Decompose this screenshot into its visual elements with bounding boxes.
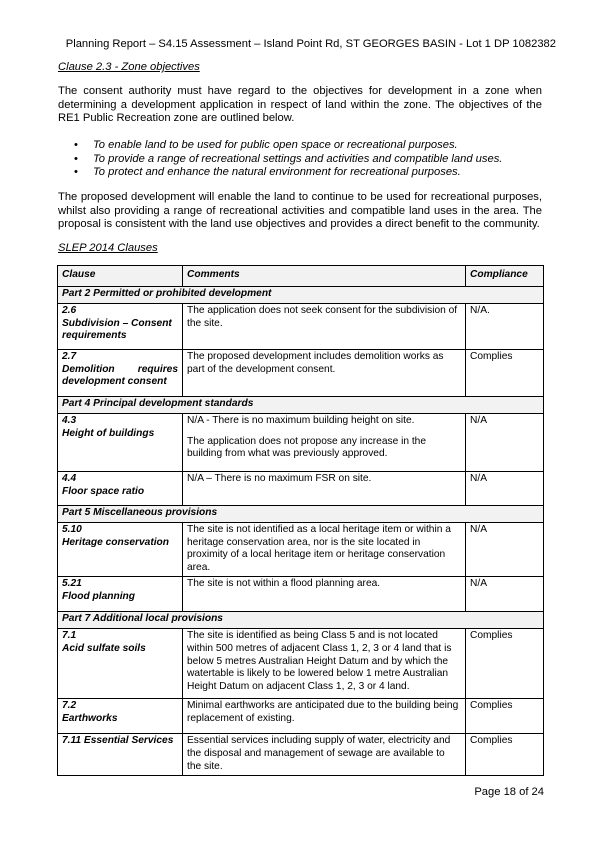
page-header: Planning Report – S4.15 Assessment – Island Point Rd, ST GEORGES BASIN - Lot 1 DP 1082382: [65, 38, 556, 50]
objectives-list: [58, 139, 542, 180]
list-item: [58, 153, 542, 167]
column-header-clause: Clause: [58, 266, 183, 287]
clause-cell: [58, 699, 183, 734]
comment-text: N/A - There is no maximum building height on site.: [187, 415, 415, 426]
intro-paragraph: The consent authority must have regard to the objectives for development in a zone when determining a development application in respect of land within the zone. The objectives of the RE1 Public Recreation zone are outlined below.: [58, 85, 542, 125]
comment-cell: Essential services including supply of water, electricity and the disposal and management of sewage are available to the site.: [183, 734, 466, 776]
column-header-comments: Comments: [183, 266, 466, 287]
compliance-cell: N/A.: [466, 304, 544, 350]
table-row: [58, 523, 544, 577]
comment-cell: The proposed development includes demolition works as part of the development consent.: [183, 350, 466, 397]
section-heading: Part 2 Permitted or prohibited development: [58, 287, 544, 304]
compliance-cell: Complies: [466, 734, 544, 776]
comment-cell: The site is identified as being Class 5 and is not located within 500 metres of adjacent Class 1, 2, 3 or 4 land that is below 5 metres Australian Height Datum and by which the watertable is likely to be lowered below 1 metre Australian Height Datum on adjacent Class 1, 2, 3 or 4 land.: [183, 629, 466, 699]
compliance-cell: Complies: [466, 629, 544, 699]
comment-cell: Minimal earthworks are anticipated due to the building being replacement of existing.: [183, 699, 466, 734]
section-row: [58, 506, 544, 523]
comment-text: The application does not propose any increase in the building from what was previously approved.: [187, 435, 426, 460]
bullet-icon: •: [74, 166, 78, 179]
column-header-compliance: Compliance: [466, 266, 544, 287]
clause-cell: [58, 414, 183, 472]
clause-cell: [58, 523, 183, 577]
section-heading: Part 4 Principal development standards: [58, 397, 544, 414]
page-number: Page 18 of 24: [474, 786, 544, 798]
list-item: [58, 139, 542, 153]
bullet-icon: •: [74, 152, 78, 165]
clause-name: Heritage conservation: [62, 536, 170, 548]
bullet-icon: •: [74, 139, 78, 151]
section-heading: Part 5 Miscellaneous provisions: [58, 506, 544, 523]
clause-cell: [58, 472, 183, 506]
table-row: [58, 304, 544, 350]
comment-cell: The site is not within a flood planning area.: [183, 577, 466, 612]
clause-cell: [58, 629, 183, 699]
clause-number: 4.4: [62, 473, 77, 484]
clause-cell: 7.11 Essential Services: [58, 734, 183, 776]
clause-number: 7.1: [62, 630, 77, 642]
clause-number: 5.21: [62, 578, 82, 590]
section-row: [58, 287, 544, 304]
conclusion-paragraph: The proposed development will enable the land to continue to be used for recreational purposes, whilst also providing a range of recreational activities and compatible land uses in the area. The proposal is consistent with the land use objectives and provides a direct benefit to the community.: [58, 191, 542, 231]
clause-number: 7.2: [62, 700, 77, 712]
compliance-cell: N/A: [466, 414, 544, 472]
comment-cell: N/A – There is no maximum FSR on site.: [183, 472, 466, 506]
section-heading: Part 7 Additional local provisions: [58, 612, 544, 629]
clause-number: 5.10: [62, 524, 82, 535]
clause-number: 2.6: [62, 305, 77, 316]
list-item: [58, 166, 542, 180]
objective-text: To enable land to be used for public open space or recreational purposes.: [93, 139, 458, 151]
table-row: [58, 577, 544, 612]
clause-cell: [58, 304, 183, 350]
clause-name: Flood planning: [62, 590, 135, 602]
clause-number: 2.7: [62, 351, 77, 362]
clause-cell: [58, 577, 183, 612]
comment-cell: The application does not seek consent for the subdivision of the site.: [183, 304, 466, 350]
clause-name: Floor space ratio: [62, 485, 145, 497]
table-row: [58, 472, 544, 506]
comment-cell: [183, 414, 466, 472]
compliance-cell: Complies: [466, 350, 544, 397]
table-row: [58, 350, 544, 397]
compliance-cell: N/A: [466, 577, 544, 612]
clause-name: Demolition requires development consent: [62, 363, 178, 388]
clause-name: Earthworks: [62, 712, 118, 724]
table-header-row: [58, 266, 544, 287]
compliance-cell: Complies: [466, 699, 544, 734]
clause-name: Subdivision – Consent requirements: [62, 317, 172, 342]
table-row: [58, 699, 544, 734]
slep-clauses-heading: SLEP 2014 Clauses: [58, 242, 158, 254]
clause-name: Height of buildings: [62, 427, 155, 439]
comment-cell: The site is not identified as a local heritage item or within a heritage conservation area, nor is the site located in proximity of a local heritage item or heritage conservation area.: [183, 523, 466, 577]
table-row: [58, 629, 544, 699]
objective-text: To protect and enhance the natural environment for recreational purposes.: [93, 166, 461, 179]
table-row: [58, 734, 544, 776]
section-row: [58, 397, 544, 414]
objective-text: To provide a range of recreational settings and activities and compatible land uses.: [93, 152, 503, 165]
clause-name: Acid sulfate soils: [62, 642, 146, 654]
table-row: [58, 414, 544, 472]
clause-cell: [58, 350, 183, 397]
compliance-cell: N/A: [466, 472, 544, 506]
compliance-cell: N/A: [466, 523, 544, 577]
clauses-table: [57, 265, 544, 776]
clause-number: 4.3: [62, 415, 77, 426]
zone-objectives-heading: Clause 2.3 - Zone objectives: [58, 61, 200, 73]
section-row: [58, 612, 544, 629]
